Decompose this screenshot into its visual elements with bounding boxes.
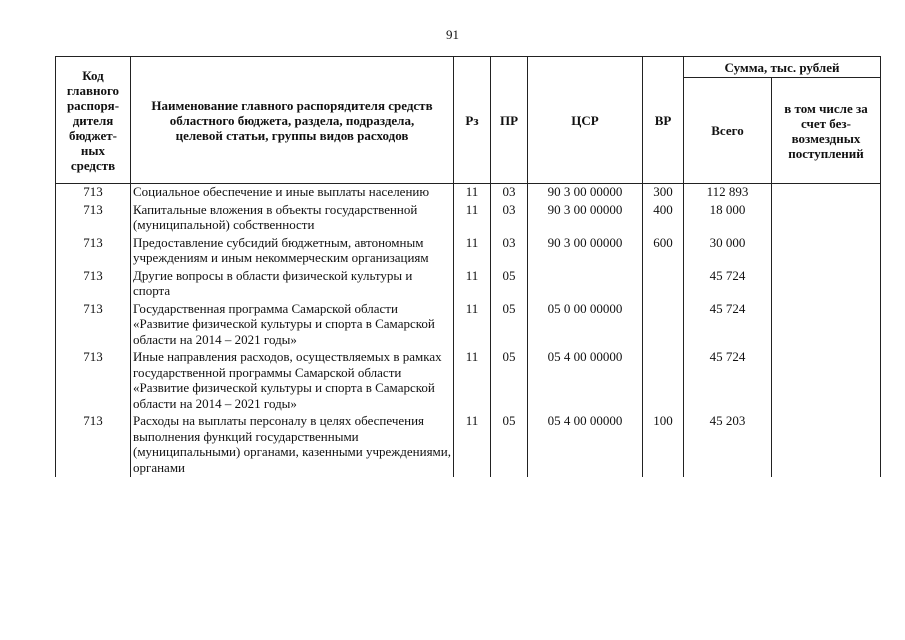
- row-vr: 300: [643, 184, 684, 202]
- row-name: Капитальные вложения в объекты государственной (муниципальной) собственности: [131, 202, 454, 235]
- row-total: 112 893: [684, 184, 772, 202]
- header-incl: в том числе за счет без-возмездных поступлений: [772, 78, 881, 184]
- row-code: 713: [56, 413, 131, 477]
- header-code: Код главного распоря-дителя бюджет-ных средств: [56, 57, 131, 184]
- table-row: [56, 202, 881, 235]
- table-header: [56, 57, 881, 184]
- row-name: Иные направления расходов, осуществляемых в рамках государственной программы Самарской области «Развитие физической культуры и спорта в Самарской области на 2014 – 2021 годы»: [131, 349, 454, 413]
- table-body: [56, 184, 881, 478]
- row-code: 713: [56, 268, 131, 301]
- page-number: 91: [446, 27, 459, 42]
- row-incl: [772, 301, 881, 350]
- row-vr: [643, 349, 684, 413]
- row-total: 45 724: [684, 301, 772, 350]
- row-code: 713: [56, 202, 131, 235]
- row-name: Расходы на выплаты персоналу в целях обеспечения выполнения функций государственными (муниципальными) органами, казенными учреждениями, органами: [131, 413, 454, 477]
- header-total: Всего: [684, 78, 772, 184]
- header-vr: ВР: [643, 57, 684, 184]
- budget-table: [55, 56, 881, 477]
- row-name: Социальное обеспечение и иные выплаты населению: [131, 184, 454, 202]
- row-csr: 90 3 00 00000: [528, 202, 643, 235]
- row-name: Предоставление субсидий бюджетным, автономным учреждениям и иным некоммерческим организациям: [131, 235, 454, 268]
- row-total: 45 724: [684, 268, 772, 301]
- row-code: 713: [56, 184, 131, 202]
- row-vr: [643, 301, 684, 350]
- row-pr: 03: [491, 184, 528, 202]
- header-pr: ПР: [491, 57, 528, 184]
- row-csr: [528, 268, 643, 301]
- header-rz: Рз: [454, 57, 491, 184]
- row-code: 713: [56, 301, 131, 350]
- row-code: 713: [56, 235, 131, 268]
- header-csr: ЦСР: [528, 57, 643, 184]
- row-pr: 05: [491, 268, 528, 301]
- row-vr: 600: [643, 235, 684, 268]
- row-name: Другие вопросы в области физической культуры и спорта: [131, 268, 454, 301]
- row-csr: 90 3 00 00000: [528, 184, 643, 202]
- row-rz: 11: [454, 268, 491, 301]
- row-csr: 05 4 00 00000: [528, 349, 643, 413]
- row-rz: 11: [454, 235, 491, 268]
- table-row: [56, 235, 881, 268]
- table-row: [56, 349, 881, 413]
- row-vr: [643, 268, 684, 301]
- row-rz: 11: [454, 202, 491, 235]
- row-rz: 11: [454, 184, 491, 202]
- table-row: [56, 413, 881, 477]
- row-incl: [772, 235, 881, 268]
- row-total: 45 203: [684, 413, 772, 477]
- row-csr: 05 4 00 00000: [528, 413, 643, 477]
- row-csr: 05 0 00 00000: [528, 301, 643, 350]
- row-total: 45 724: [684, 349, 772, 413]
- row-total: 30 000: [684, 235, 772, 268]
- row-incl: [772, 202, 881, 235]
- header-sum: Сумма, тыс. рублей: [684, 57, 881, 78]
- row-vr: 400: [643, 202, 684, 235]
- row-incl: [772, 349, 881, 413]
- row-pr: 05: [491, 349, 528, 413]
- row-total: 18 000: [684, 202, 772, 235]
- row-csr: 90 3 00 00000: [528, 235, 643, 268]
- header-name: Наименование главного распорядителя средств областного бюджета, раздела, подраздела, целевой статьи, группы видов расходов: [131, 57, 454, 184]
- row-incl: [772, 268, 881, 301]
- table-row: [56, 301, 881, 350]
- row-incl: [772, 184, 881, 202]
- row-rz: 11: [454, 413, 491, 477]
- row-rz: 11: [454, 349, 491, 413]
- table-row: [56, 184, 881, 202]
- row-rz: 11: [454, 301, 491, 350]
- row-code: 713: [56, 349, 131, 413]
- row-vr: 100: [643, 413, 684, 477]
- row-incl: [772, 413, 881, 477]
- row-pr: 05: [491, 301, 528, 350]
- row-name: Государственная программа Самарской области «Развитие физической культуры и спорта в Самарской области на 2014 – 2021 годы»: [131, 301, 454, 350]
- table-row: [56, 268, 881, 301]
- row-pr: 03: [491, 202, 528, 235]
- row-pr: 05: [491, 413, 528, 477]
- row-pr: 03: [491, 235, 528, 268]
